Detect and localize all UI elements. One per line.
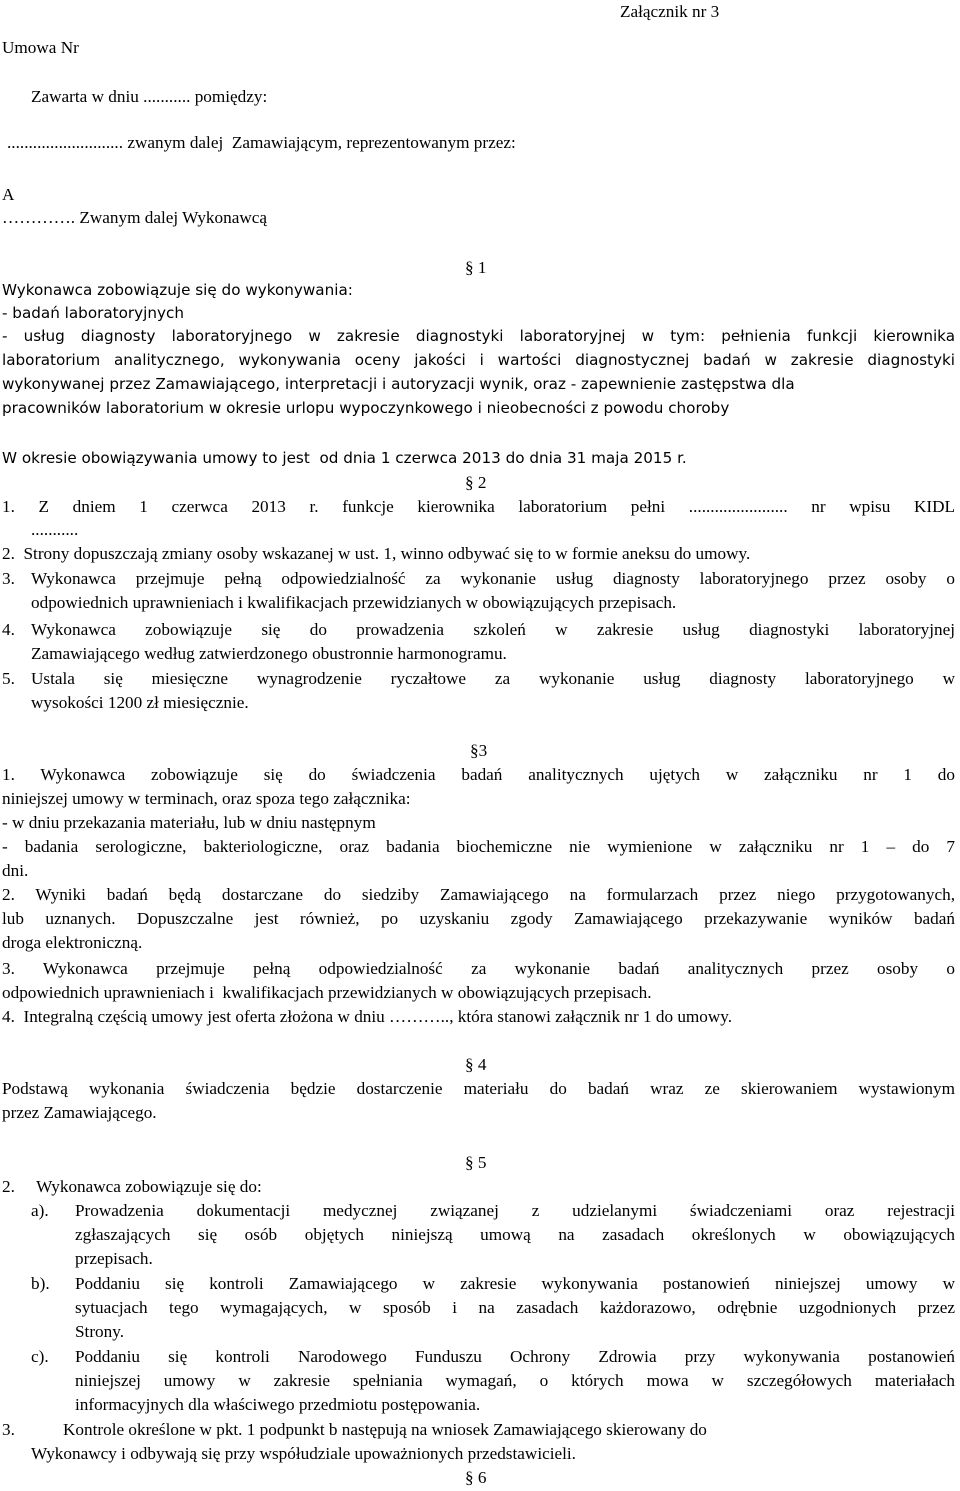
section-5-heading: § 5 [465,1153,487,1172]
s2-point-1-continued: ........... [31,520,79,539]
s1-line-5: wykonywanej przez Zamawiającego, interpretacji i autoryzacji wynik, oraz - zapewnienie zastępstwa dla [2,375,795,393]
s3-line-3: - w dniu przekazania materiału, lub w dniu następnym [2,813,376,832]
section-2-heading: § 2 [465,473,487,492]
s5-item-b-line-2: sytuacjach tego wymagających, w sposób i na zasadach każdorazowo, odrębnie uzgodnionych przez [75,1298,955,1317]
section-6-heading: § 6 [465,1468,487,1487]
section-3-number: 3 [478,741,488,760]
and-line: A [2,185,15,204]
s2-point-1: 1. Z dniem 1 czerwca 2013 r. funkcje kierownika laboratorium pełni ....................... nr wpisu KIDL [2,497,955,516]
section-3-heading: §3 [470,741,488,760]
section-4-number: 4 [477,1055,487,1074]
s2-point-5-number: 5. [2,669,15,688]
s5-item-a-label: a). [31,1201,49,1220]
s2-point-5-line-1: Ustala się miesięczne wynagrodzenie ryczałtowe za wykonanie usług diagnosty laboratoryjnego w [31,669,955,688]
s2-point-4-line-2: Zamawiającego według zatwierdzonego obustronnie harmonogramu. [31,644,507,663]
s5-intro: 2. Wykonawca zobowiązuje się do: [2,1177,262,1196]
agreement-number: Umowa Nr [2,38,79,57]
s3-line-10: odpowiednich uprawnieniach i kwalifikacjach przewidzianych w obowiązujących przepisach. [2,983,652,1002]
s2-point-3-line-1: Wykonawca przejmuje pełną odpowiedzialność za wykonanie usług diagnosty laboratoryjnego przez osoby o [31,569,955,588]
s2-point-3-number: 3. [2,569,15,588]
s3-line-9: 3. Wykonawca przejmuje pełną odpowiedzialność za wykonanie badań analitycznych przez osoby o [2,959,955,978]
s3-line-4: - badania serologiczne, bakteriologiczne, oraz badania biochemiczne nie wymienione w załączniku nr 1 – do 7 [2,837,955,856]
s1-line-6: pracowników laboratorium w okresie urlopu wypoczynkowego i nieobecności z powodu choroby [2,399,730,417]
s4-line-1: Podstawą wykonania świadczenia będzie dostarczenie materiału do badań wraz ze skierowaniem wystawionym [2,1079,955,1098]
contractor-line: …………. Zwanym dalej Wykonawcą [2,208,267,227]
s3-line-5: dni. [2,861,29,880]
s2-point-4-line-1: Wykonawca zobowiązuje się do prowadzenia szkoleń w zakresie usług diagnostyki laboratoryjnej [31,620,955,639]
section-2-number: 2 [477,473,487,492]
s5-item-a-line-3: przepisach. [75,1249,153,1268]
s1-line-4: laboratorium analitycznego, wykonywania oceny jakości i wartości diagnostycznej badań w zakresie diagnostyki [2,351,955,369]
section-4-heading: § 4 [465,1055,487,1074]
section-1-number: 1 [477,258,487,277]
s5-item-a-line-1: Prowadzenia dokumentacji medycznej związanej z udzielanymi świadczeniami oraz rejestracji [75,1201,955,1220]
section-6-number: 6 [477,1468,487,1487]
s5-item-b-label: b). [31,1274,50,1293]
s2-point-5-line-2: wysokości 1200 zł miesięcznie. [31,693,249,712]
s5-item-c-line-3: informacyjnych dla właściwego przedmiotu postępowania. [75,1395,481,1414]
section-1-heading: § 1 [465,258,487,277]
concluded-line: Zawarta w dniu ........... pomiędzy: [31,87,268,106]
s2-point-4-number: 4. [2,620,15,639]
s3-line-11: 4. Integralną częścią umowy jest oferta złożona w dniu ……….., która stanowi załącznik nr 1 do umowy. [2,1007,733,1026]
s5-item-c-line-2: niniejszej umowy w zakresie spełniania wymagań, o których mowa w szczegółowych materiałach [75,1371,955,1390]
s5-item-b-line-1: Poddaniu się kontroli Zamawiającego w zakresie wykonywania postanowień niniejszej umowy w [75,1274,955,1293]
s3-line-7: lub uznanych. Dopuszczalne jest również, po uzyskaniu zgody Zamawiającego przekazywanie wyników badań [2,909,955,928]
s3-line-6: 2. Wyniki badań będą dostarczane do siedziby Zamawiającego na formularzach przez niego przygotowanych, [2,885,955,904]
s3-line-2: niniejszej umowy w terminach, oraz spoza tego załącznika: [2,789,411,808]
s1-line-1: Wykonawca zobowiązuje się do wykonywania: [2,281,353,299]
s2-point-3-line-2: odpowiednich uprawnieniach i kwalifikacjach przewidzianych w obowiązujących przepisach. [31,593,677,612]
s3-line-8: droga elektroniczną. [2,933,143,952]
ordering-party-line: ........................... zwanym dalej Zamawiającym, reprezentowanym przez: [7,133,516,152]
s1-line-2: - badań laboratoryjnych [2,304,184,322]
attachment-label: Załącznik nr 3 [620,2,720,21]
s1-period-line: W okresie obowiązywania umowy to jest od dnia 1 czerwca 2013 do dnia 31 maja 2015 r. [2,449,687,467]
s5-point-3-line-1: Kontrole określone w pkt. 1 podpunkt b następują na wniosek Zamawiającego skierowany do [63,1420,707,1439]
s5-item-b-line-3: Strony. [75,1322,125,1341]
s5-point-3-number: 3. [2,1420,15,1439]
s5-point-3-line-2: Wykonawcy i odbywają się przy współudziale upoważnionych przedstawicieli. [31,1444,576,1463]
s3-line-1: 1. Wykonawca zobowiązuje się do świadczenia badań analitycznych ujętych w załączniku nr 1 do [2,765,955,784]
s1-line-3: - usług diagnosty laboratoryjnego w zakresie diagnostyki laboratoryjnej w tym: pełnienia funkcji kierownika [2,327,955,345]
s5-item-c-label: c). [31,1347,49,1366]
s2-point-2: 2. Strony dopuszczają zmiany osoby wskazanej w ust. 1, winno odbywać się to w formie aneksu do umowy. [2,544,751,563]
s5-item-a-line-2: zgłaszających się osób objętych niniejszą umową na zasadach określonych w obowiązujących [75,1225,955,1244]
s4-line-2: przez Zamawiającego. [2,1103,157,1122]
section-5-number: 5 [477,1153,487,1172]
s5-item-c-line-1: Poddaniu się kontroli Narodowego Funduszu Ochrony Zdrowia przy wykonywania postanowień [75,1347,955,1366]
